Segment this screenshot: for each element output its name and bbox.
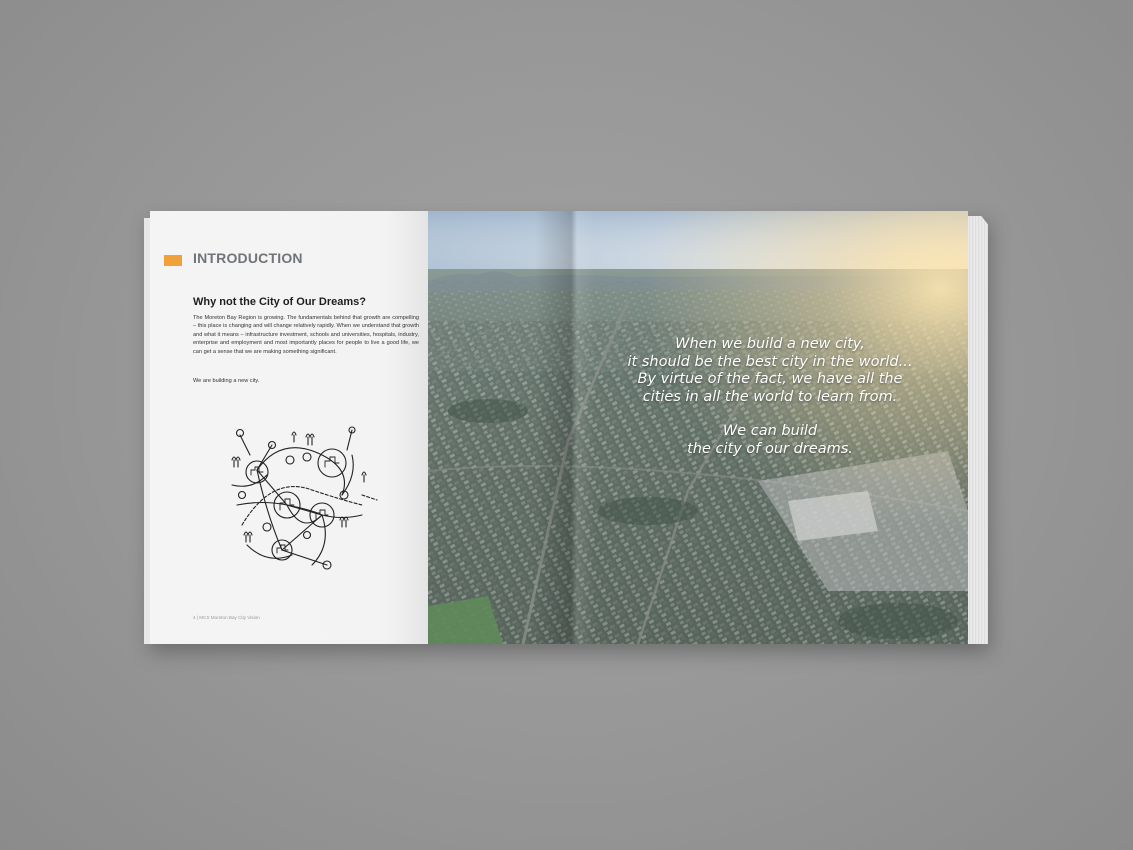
body-paragraph-2: We are building a new city. (193, 378, 260, 384)
quote-line: cities in all the world to learn from. (642, 388, 898, 405)
body-paragraph: The Moreton Bay Region is growing. The fundamentals behind that growth are compelling – this place is changing and will change relatively rapidly. When we understand that growth and what it means – infrastructure investment, schools and universities, hospitals, industry, enterprise and employment and most importantly places for people to live a good life, we can get a sense that we are making something significant. (193, 315, 419, 355)
quote-line: the city of our dreams. (687, 440, 853, 457)
quote-line: By virtue of the fact, we have all the (637, 371, 903, 387)
quote-line: it should be the best city in the world... (627, 353, 913, 370)
section-accent-bar (164, 255, 182, 266)
page-footer: 4 | MCS Moreton Bay City Vision (193, 615, 260, 620)
right-page-edges (966, 216, 988, 644)
section-title: INTRODUCTION (193, 250, 303, 266)
quote-line: When we build a new city, (675, 336, 865, 352)
quote-line: We can build (722, 423, 818, 439)
pull-quote (600, 336, 940, 458)
page-heading: Why not the City of Our Dreams? (193, 296, 366, 308)
city-network-sketch-icon (222, 415, 384, 585)
